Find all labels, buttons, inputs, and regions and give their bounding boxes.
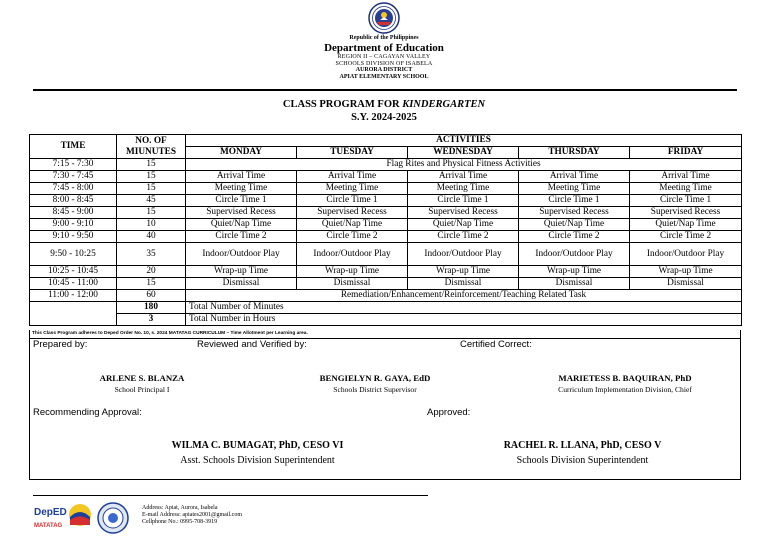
table-cell: Arrival Time	[408, 171, 519, 183]
table-cell: Circle Time 1	[297, 195, 408, 207]
deped-seal-icon	[368, 2, 400, 34]
page-title: CLASS PROGRAM FOR KINDERGARTEN	[282, 99, 486, 110]
table-cell: Indoor/Outdoor Play	[519, 243, 630, 266]
table-row	[30, 195, 742, 207]
table-row	[30, 231, 742, 243]
table-cell	[30, 302, 117, 326]
svg-text:MATATAG: MATATAG	[34, 523, 63, 529]
table-cell: Quiet/Nap Time	[186, 219, 297, 231]
table-cell: Indoor/Outdoor Play	[630, 243, 742, 266]
certified-position: Curriculum Implementation Division, Chief	[558, 385, 692, 394]
table-cell: 15	[117, 207, 186, 219]
table-cell: Dismissal	[630, 278, 742, 290]
table-cell: Wrap-up Time	[297, 266, 408, 278]
table-cell: 9:10 - 9:50	[30, 231, 117, 243]
table-cell: Supervised Recess	[297, 207, 408, 219]
prepared-name: ARLENE S. BLANZA	[99, 373, 185, 383]
total-minutes-row	[30, 302, 742, 314]
table-cell: Indoor/Outdoor Play	[297, 243, 408, 266]
class-program-table	[29, 134, 742, 326]
table-cell: Supervised Recess	[630, 207, 742, 219]
table-cell: 60	[117, 290, 186, 302]
table-cell: 45	[117, 195, 186, 207]
school-year: S.Y. 2024-2025	[351, 112, 417, 123]
prepared-position: School Principal I	[114, 385, 170, 394]
division-text: SCHOOLS DIVISION OF ISABELA	[335, 60, 433, 67]
table-cell: Circle Time 1	[519, 195, 630, 207]
department-text: Department of Education	[324, 42, 444, 54]
certified-label: Certified Correct:	[460, 339, 532, 350]
division-seal-icon	[97, 501, 129, 535]
table-cell: 8:00 - 8:45	[30, 195, 117, 207]
region-text: REGION II – CAGAYAN VALLEY	[337, 54, 431, 60]
table-cell: 15	[117, 171, 186, 183]
reviewed-name: BENGIELYN R. GAYA, EdD	[319, 373, 431, 383]
table-cell: 15	[117, 183, 186, 195]
table-cell: Indoor/Outdoor Play	[408, 243, 519, 266]
total-hours-row	[30, 314, 742, 326]
table-cell: Supervised Recess	[186, 207, 297, 219]
activities-header: ACTIVITIES	[186, 135, 742, 147]
table-cell: Quiet/Nap Time	[519, 219, 630, 231]
table-cell: Arrival Time	[630, 171, 742, 183]
table-cell: 10	[117, 219, 186, 231]
footer-contact	[142, 505, 242, 526]
table-cell: 10:25 - 10:45	[30, 266, 117, 278]
table-cell: Meeting Time	[297, 183, 408, 195]
table-cell: Meeting Time	[408, 183, 519, 195]
table-cell: 15	[117, 278, 186, 290]
table-cell: Wrap-up Time	[519, 266, 630, 278]
footer-address: Address: Apiat, Aurora, Isabela	[142, 505, 218, 511]
table-cell: Remediation/Enhancement/Reinforcement/Teaching Related Task	[186, 290, 742, 302]
table-cell: Arrival Time	[519, 171, 630, 183]
table-row	[30, 159, 742, 171]
table-cell: Flag Rites and Physical Fitness Activities	[186, 159, 742, 171]
table-cell: Dismissal	[297, 278, 408, 290]
letterhead	[0, 2, 768, 80]
table-cell: 8:45 - 9:00	[30, 207, 117, 219]
table-row	[30, 243, 742, 266]
note-divider	[29, 338, 741, 339]
total-minutes-value: 180	[117, 302, 186, 314]
day-header: THURSDAY	[519, 147, 630, 159]
table-cell: 35	[117, 243, 186, 266]
table-row	[30, 183, 742, 195]
table-cell: 7:30 - 7:45	[30, 171, 117, 183]
table-cell: Dismissal	[186, 278, 297, 290]
school-text: APIAT ELEMENTARY SCHOOL	[339, 73, 429, 80]
bagong-pilipinas-logo-icon	[67, 503, 93, 533]
recommending-label: Recommending Approval:	[33, 407, 142, 418]
day-header: MONDAY	[186, 147, 297, 159]
total-hours-label: Total Number in Hours	[186, 314, 742, 326]
table-cell: Wrap-up Time	[408, 266, 519, 278]
approved-name: RACHEL R. LLANA, PhD, CESO V	[503, 440, 662, 451]
day-header: TUESDAY	[297, 147, 408, 159]
table-cell: Quiet/Nap Time	[630, 219, 742, 231]
table-cell: 40	[117, 231, 186, 243]
day-header: FRIDAY	[630, 147, 742, 159]
table-cell: Supervised Recess	[408, 207, 519, 219]
table-cell: Arrival Time	[297, 171, 408, 183]
total-hours-value: 3	[117, 314, 186, 326]
table-row	[30, 207, 742, 219]
approved-label: Approved:	[427, 407, 471, 418]
table-row	[30, 171, 742, 183]
table-cell: 7:45 - 8:00	[30, 183, 117, 195]
table-cell: Circle Time 1	[630, 195, 742, 207]
certified-name: MARIETESS B. BAQUIRAN, PhD	[558, 373, 692, 383]
table-cell: Quiet/Nap Time	[297, 219, 408, 231]
table-cell: Circle Time 2	[297, 231, 408, 243]
table-cell: Wrap-up Time	[630, 266, 742, 278]
table-row	[30, 266, 742, 278]
recommending-name: WILMA C. BUMAGAT, PhD, CESO VI	[171, 440, 344, 451]
svg-text:DepED: DepED	[34, 507, 67, 518]
table-cell: Circle Time 2	[408, 231, 519, 243]
day-header: WEDNESDAY	[408, 147, 519, 159]
total-minutes-label: Total Number of Minutes	[186, 302, 742, 314]
footer-divider	[33, 495, 428, 496]
table-cell: Circle Time 2	[519, 231, 630, 243]
recommending-position: Asst. Schools Division Superintendent	[180, 455, 335, 466]
time-header: TIME	[30, 135, 117, 159]
table-cell: Meeting Time	[519, 183, 630, 195]
header-divider	[33, 89, 737, 91]
approved-position: Schools Division Superintendent	[516, 455, 649, 466]
table-cell: Dismissal	[519, 278, 630, 290]
footer-logos	[33, 501, 133, 537]
table-cell: 9:50 - 10:25	[30, 243, 117, 266]
table-cell: 7:15 - 7:30	[30, 159, 117, 171]
table-cell: 10:45 - 11:00	[30, 278, 117, 290]
table-cell: Meeting Time	[630, 183, 742, 195]
reviewed-position: Schools District Supervisor	[333, 385, 417, 394]
prepared-label: Prepared by:	[33, 339, 88, 350]
table-cell: 20	[117, 266, 186, 278]
footer-phone: Cellphone No.: 0995-708-3919	[142, 519, 218, 525]
table-cell: 9:00 - 9:10	[30, 219, 117, 231]
table-row	[30, 290, 742, 302]
table-cell: 11:00 - 12:00	[30, 290, 117, 302]
table-row	[30, 219, 742, 231]
table-cell: Dismissal	[408, 278, 519, 290]
table-cell: Supervised Recess	[519, 207, 630, 219]
table-cell: Quiet/Nap Time	[408, 219, 519, 231]
table-cell: Circle Time 2	[630, 231, 742, 243]
table-cell: Circle Time 2	[186, 231, 297, 243]
table-cell: Circle Time 1	[186, 195, 297, 207]
table-cell: 15	[117, 159, 186, 171]
table-cell: Wrap-up Time	[186, 266, 297, 278]
table-cell: Meeting Time	[186, 183, 297, 195]
table-cell: Circle Time 1	[408, 195, 519, 207]
footer-email: E-mail Address: apiates2001@gmail.com	[142, 512, 243, 518]
reviewed-label: Reviewed and Verified by:	[197, 339, 307, 350]
curriculum-note: This Class Program adheres to Deped Order No. 10, s. 2024 MATATAG CURRICULUM – Time Allotment per Learning area.	[32, 331, 308, 336]
table-row	[30, 278, 742, 290]
republic-text: Republic of the Philippines	[349, 35, 419, 41]
table-cell: Indoor/Outdoor Play	[186, 243, 297, 266]
minutes-header: NO. OF MIUNUTES	[117, 135, 186, 159]
district-text: AURORA DISTRICT	[355, 67, 413, 73]
table-cell: Arrival Time	[186, 171, 297, 183]
